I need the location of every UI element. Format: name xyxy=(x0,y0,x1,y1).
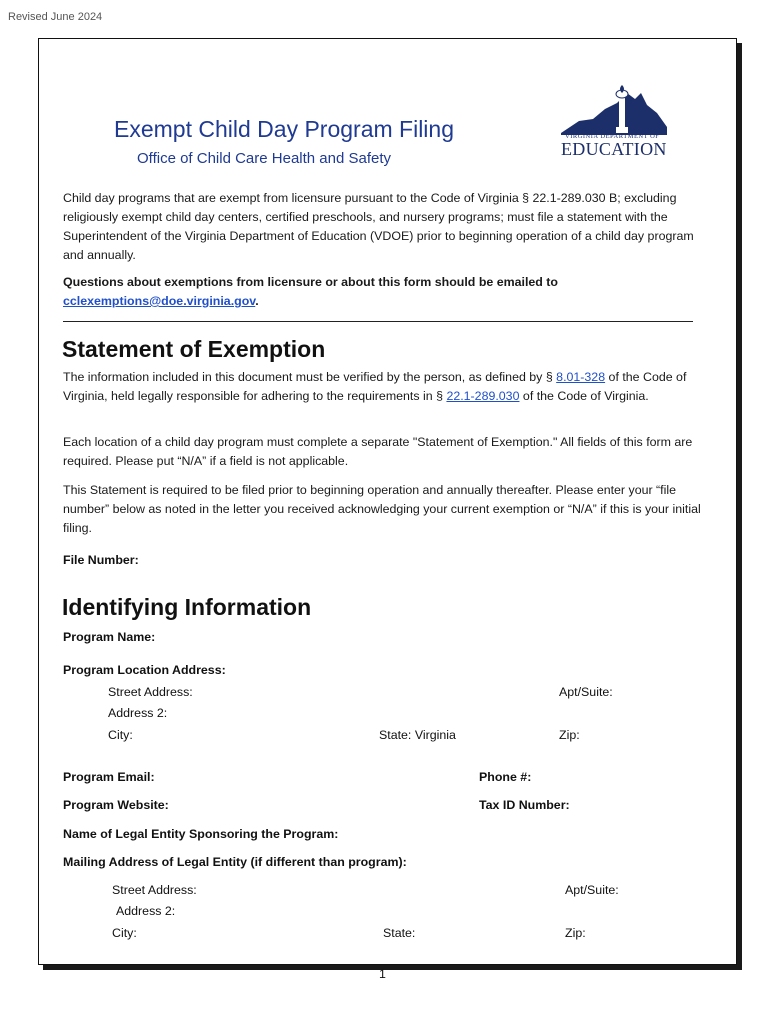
mailing-city-label: City: xyxy=(112,926,137,940)
mailing-state-label: State: xyxy=(383,926,416,940)
file-number-label: File Number: xyxy=(63,553,139,567)
legal-entity-label: Name of Legal Entity Sponsoring the Program: xyxy=(63,827,339,841)
revised-date: Revised June 2024 xyxy=(8,11,103,23)
questions-label: Questions about exemptions from licensure or about this form should be emailed to xyxy=(63,275,559,289)
mailing-address-2-label: Address 2: xyxy=(116,904,176,918)
intro-paragraph: Child day programs that are exempt from licensure pursuant to the Code of Virginia § 22.1-289.030 B; excluding religiously exempt child day centers, certified preschools, and nursery programs; must file a statement with the Superintendent of the Virginia Department of Education (VDOE) prior to beginning operation of a child day program and annually. xyxy=(63,191,694,262)
program-website-label: Program Website: xyxy=(63,798,169,812)
page-title: Exempt Child Day Program Filing xyxy=(114,116,455,142)
zip-label: Zip: xyxy=(559,728,580,742)
statement-paragraph-1 xyxy=(63,368,713,406)
program-name-label: Program Name: xyxy=(63,630,156,644)
mailing-apt-label: Apt/Suite: xyxy=(565,883,619,897)
statement-text-a: The information included in this document must be verified by the person, as defined by § xyxy=(63,370,553,384)
identifying-heading: Identifying Information xyxy=(62,594,312,620)
state-label: State: Virginia xyxy=(379,728,456,742)
statement-heading: Statement of Exemption xyxy=(62,336,326,362)
vdoe-logo xyxy=(559,83,669,161)
statement-text-b: of the Code of Virginia, held legally responsible for adhering to the requirements in § xyxy=(63,370,687,403)
street-address-label: Street Address: xyxy=(108,685,193,699)
statement-paragraph-2: Each location of a child day program must complete a separate "Statement of Exemption." All fields of this form are required. Please put “N/A” if a field is not applicable. xyxy=(63,435,693,468)
form-page xyxy=(38,38,737,981)
apt-suite-label: Apt/Suite: xyxy=(559,685,613,699)
mailing-zip-label: Zip: xyxy=(565,926,586,940)
tax-id-label: Tax ID Number: xyxy=(479,798,570,812)
program-email-label: Program Email: xyxy=(63,770,155,784)
page-subtitle: Office of Child Care Health and Safety xyxy=(137,150,392,167)
questions-period: . xyxy=(255,294,259,308)
mailing-address-label: Mailing Address of Legal Entity (if different than program): xyxy=(63,855,407,869)
phone-label: Phone #: xyxy=(479,770,532,784)
address-2-label: Address 2: xyxy=(108,706,168,720)
code-link-22-1-289-030[interactable]: 22.1-289.030 xyxy=(446,389,520,403)
statement-text-c: of the Code of Virginia. xyxy=(522,389,649,403)
location-address-label: Program Location Address: xyxy=(63,663,226,677)
page-number: 1 xyxy=(379,967,386,981)
city-label: City: xyxy=(108,728,133,742)
section-divider xyxy=(63,321,693,322)
questions-text xyxy=(63,273,713,311)
exemptions-email-link[interactable]: cclexemptions@doe.virginia.gov xyxy=(63,294,256,308)
mailing-street-label: Street Address: xyxy=(112,883,197,897)
logo-line2: EDUCATION xyxy=(561,139,667,159)
logo-line1: VIRGINIA DEPARTMENT OF xyxy=(565,133,660,140)
statement-paragraph-3: This Statement is required to be filed prior to beginning operation and annually thereafter. Please enter your “file number” below as noted in the letter you received acknowledging your current exemption or “N/A” if this is your initial filing. xyxy=(63,483,701,535)
code-link-8-01-328[interactable]: 8.01-328 xyxy=(556,370,606,384)
